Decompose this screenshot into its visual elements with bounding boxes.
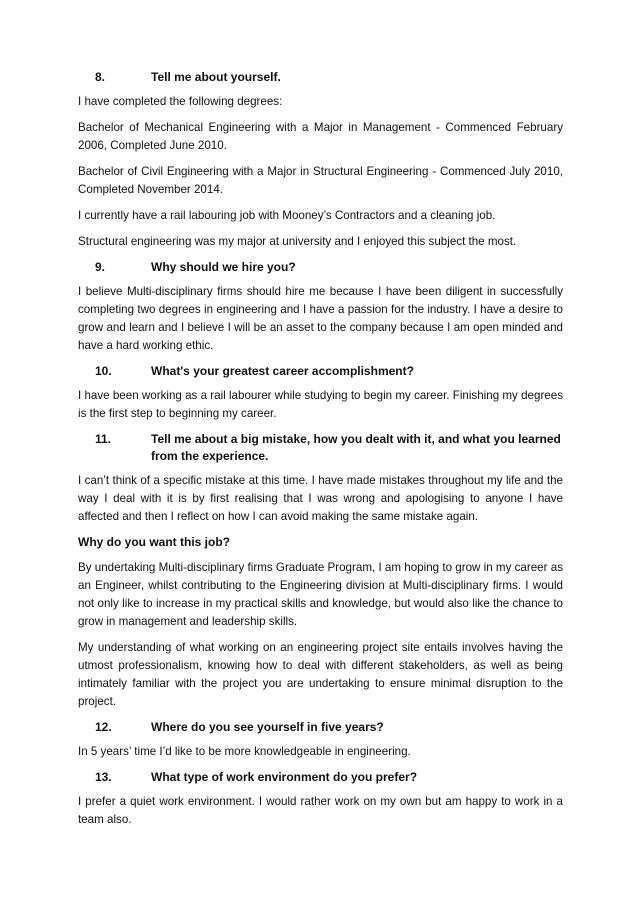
question-heading bbox=[78, 259, 563, 276]
question-title: Where do you see yourself in five years? bbox=[151, 720, 384, 734]
question-title: What's your greatest career accomplishment? bbox=[151, 364, 414, 378]
question-title: Tell me about yourself. bbox=[151, 70, 281, 84]
paragraph: I believe Multi-disciplinary firms should hire me because I have been diligent in successfully completing two degrees in engineering and I have a passion for the industry. I have a desire to grow and learn and I believe I will be an asset to the company because I am open minded and have a hard working ethic. bbox=[78, 285, 563, 352]
question-title: What type of work environment do you prefer? bbox=[151, 770, 418, 784]
paragraph: I currently have a rail labouring job with Mooney’s Contractors and a cleaning job. bbox=[78, 209, 496, 222]
paragraph: I can’t think of a specific mistake at this time. I have made mistakes throughout my life and the way I deal with it is by first realising that I was wrong and apologising to anyone I have affected and then I reflect on how I can avoid making the same mistake again. bbox=[78, 474, 563, 523]
paragraph: Bachelor of Mechanical Engineering with a Major in Management - Commenced February 2006, Completed June 2010. bbox=[78, 121, 563, 152]
question-title: Why should we hire you? bbox=[151, 260, 296, 274]
question-number: 13. bbox=[95, 770, 112, 784]
paragraph: My understanding of what working on an engineering project site entails involves having the utmost professionalism, knowing how to deal with different stakeholders, as well as being intimately familiar with the project you are undertaking to ensure minimal disruption to the project. bbox=[78, 641, 563, 708]
question-number: 8. bbox=[95, 70, 106, 84]
paragraph: By undertaking Multi-disciplinary firms Graduate Program, I am hoping to grow in my career as an Engineer, whilst contributing to the Engineering division at Multi-disciplinary firms. I would not only like to increase in my practical skills and knowledge, but would also like the chance to grow in management and leadership skills. bbox=[78, 561, 563, 628]
question-heading bbox=[78, 363, 563, 380]
section-heading: Why do you want this job? bbox=[78, 535, 230, 549]
question-number: 9. bbox=[95, 260, 106, 274]
question-number: 10. bbox=[95, 364, 112, 378]
question-number: 12. bbox=[95, 720, 112, 734]
document-page bbox=[78, 69, 563, 837]
question-number: 11. bbox=[95, 432, 112, 446]
paragraph: In 5 years’ time I’d like to be more knowledgeable in engineering. bbox=[78, 745, 411, 758]
paragraph: I have been working as a rail labourer while studying to begin my career. Finishing my degrees is the first step to beginning my career. bbox=[78, 389, 563, 420]
question-heading bbox=[78, 431, 563, 465]
question-title: Tell me about a big mistake, how you dealt with it, and what you learned from the experience. bbox=[151, 432, 561, 463]
paragraph: I have completed the following degrees: bbox=[78, 95, 283, 108]
paragraph: Structural engineering was my major at university and I enjoyed this subject the most. bbox=[78, 235, 517, 248]
paragraph: Bachelor of Civil Engineering with a Major in Structural Engineering - Commenced July 2010, Completed November 2014. bbox=[78, 165, 563, 196]
question-heading bbox=[78, 769, 563, 786]
question-heading bbox=[78, 719, 563, 736]
question-heading bbox=[78, 69, 563, 86]
paragraph: I prefer a quiet work environment. I would rather work on my own but am happy to work in a team also. bbox=[78, 795, 563, 826]
